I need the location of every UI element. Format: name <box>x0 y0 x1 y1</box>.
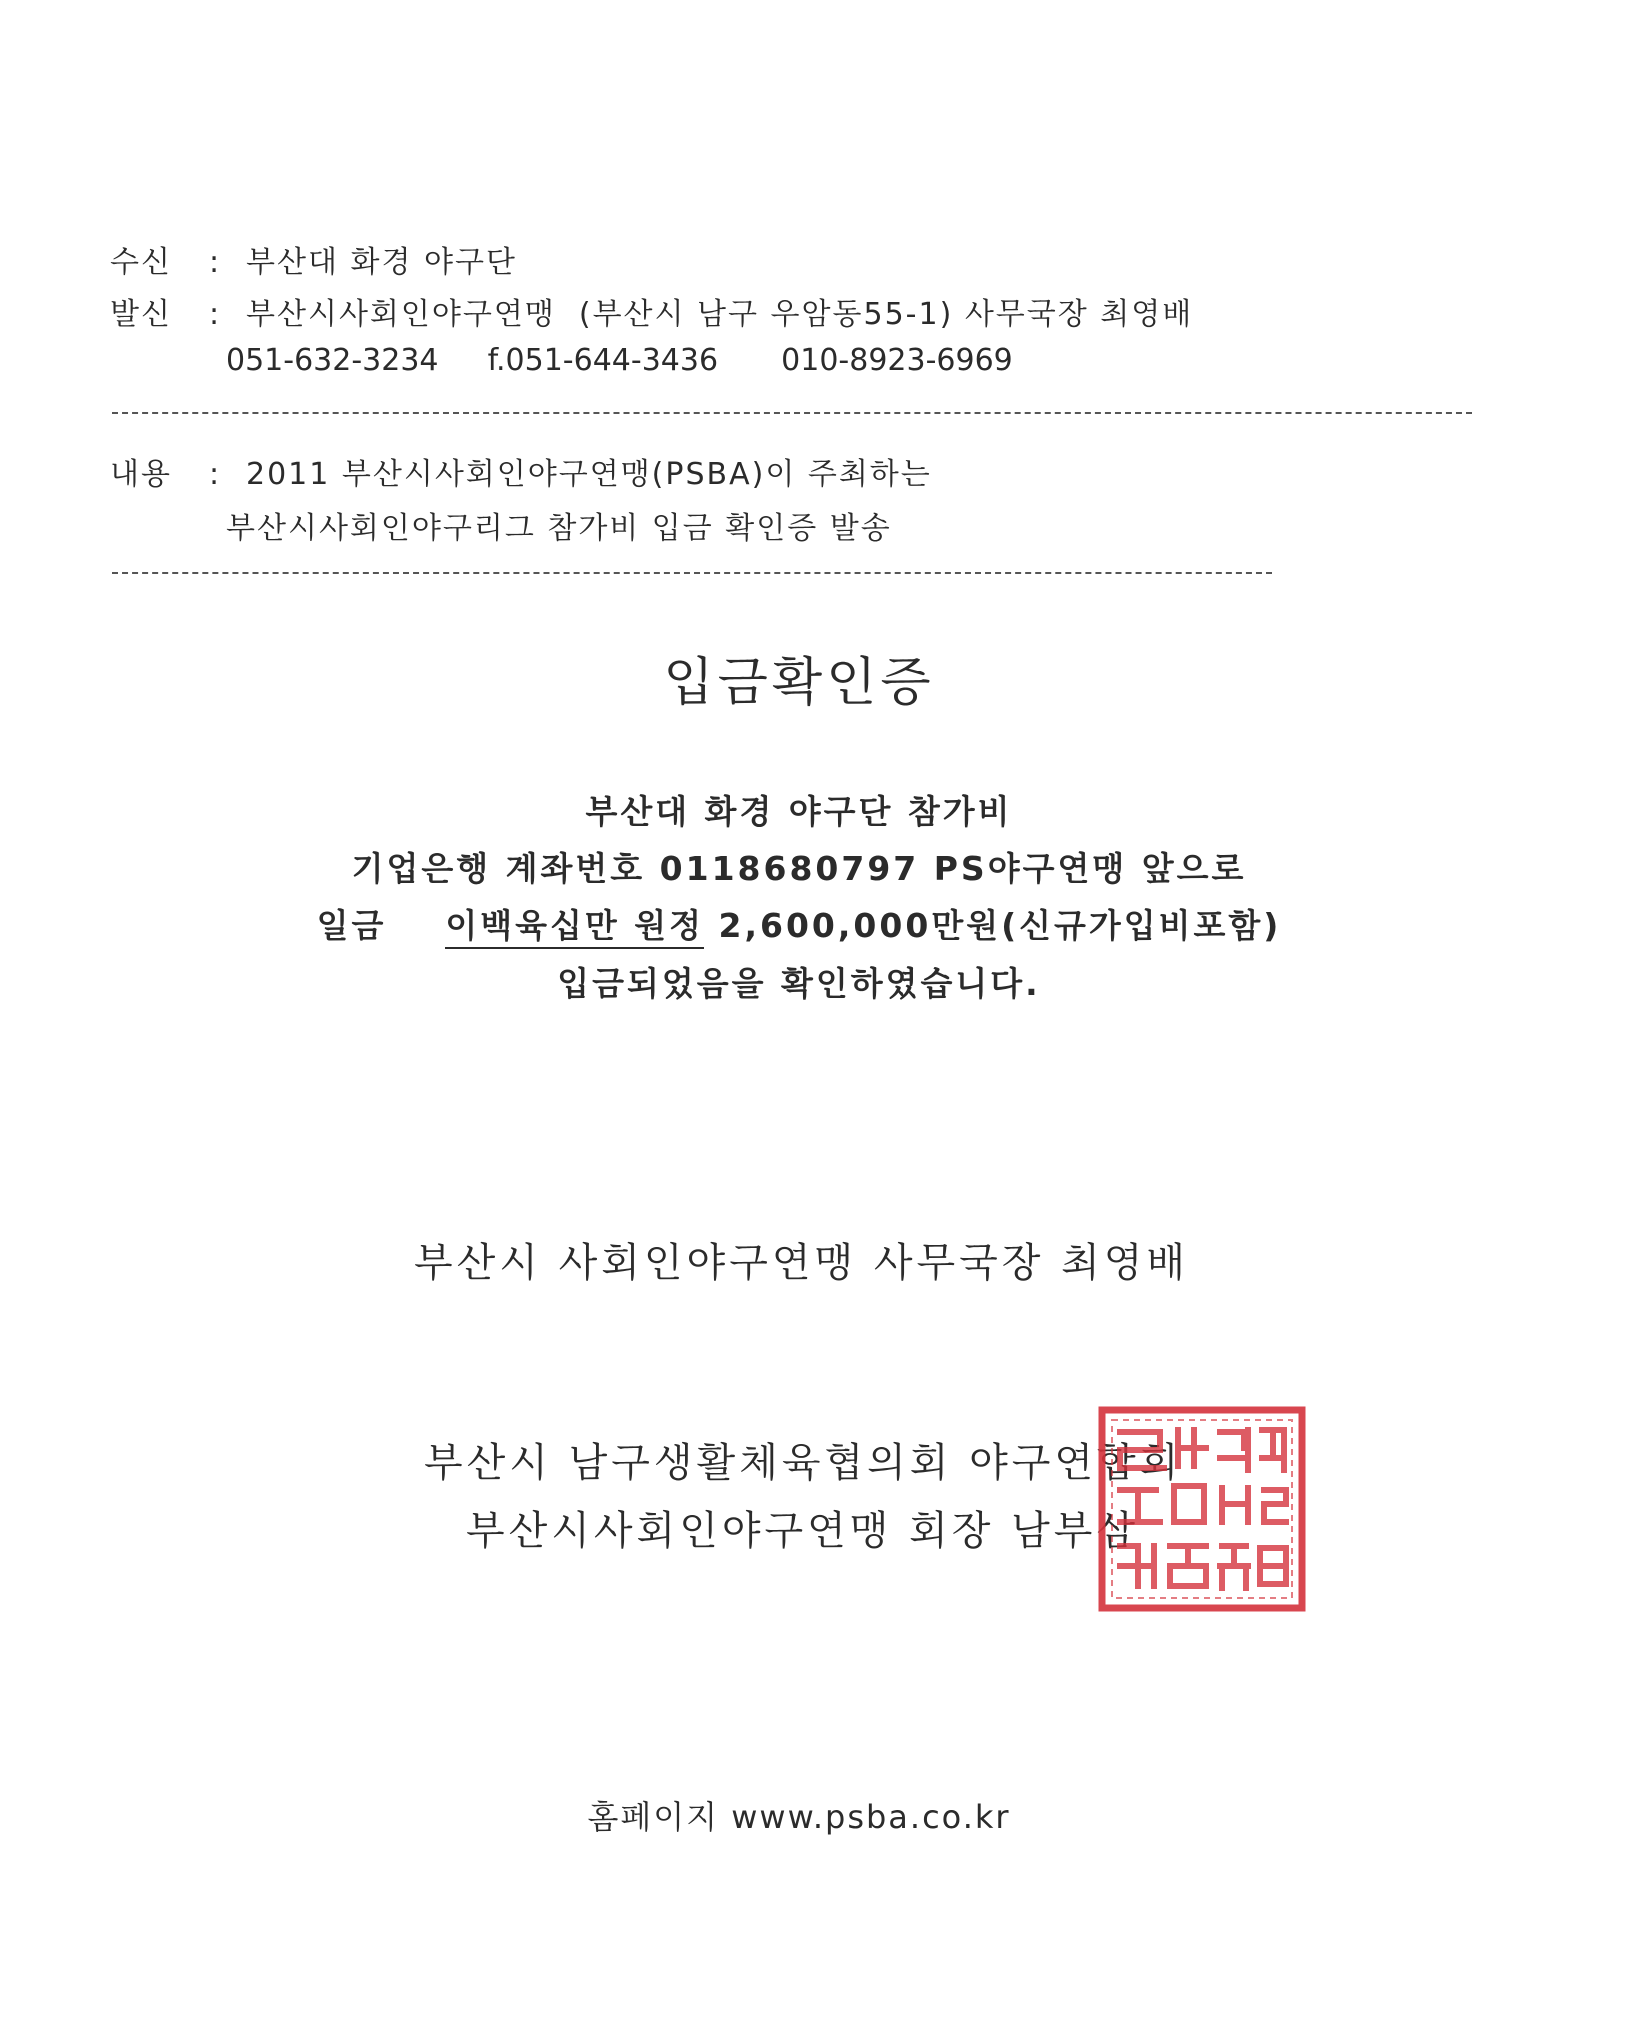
divider-bottom <box>112 572 1272 574</box>
amount-prefix: 일금 <box>316 906 387 945</box>
association-name: 부산시 남구생활체육협의회 야구연합회 <box>424 1440 1183 1486</box>
official-seal-stamp <box>1098 1406 1306 1612</box>
sender-line <box>110 289 1193 333</box>
recipient-value: 부산대 화경 야구단 <box>246 245 517 280</box>
sender-value: 부산시사회인야구연맹 (부산시 남구 우암동55-1) 사무국장 최영배 <box>246 297 1194 332</box>
fax-number: f.051-644-3436 <box>487 343 719 378</box>
body-line-2: 기업은행 계좌번호 0118680797 PS야구연맹 앞으로 <box>351 849 1247 888</box>
content-line-2 <box>226 503 892 547</box>
sender-label: 발신 <box>110 297 172 332</box>
mobile-number: 010-8923-6969 <box>781 343 1013 378</box>
body-line-4: 입금되었음을 확인하였습니다. <box>557 964 1041 1003</box>
content-label: 내용 <box>110 457 172 492</box>
amount-in-numbers: 2,600,000만원(신규가입비포함) <box>718 906 1282 945</box>
document-title: 입금확인증 <box>663 653 935 713</box>
body-line-3 <box>0 900 1598 949</box>
content-colon: : <box>208 457 222 492</box>
president-signature: 부산시사회인야구연맹 회장 남부삼 <box>466 1508 1140 1554</box>
content-text-2: 부산시사회인야구리그 참가비 입금 확인증 발송 <box>226 511 892 546</box>
recipient-colon: : <box>208 245 222 280</box>
sender-colon: : <box>208 297 222 332</box>
body-line-1: 부산대 화경 야구단 참가비 <box>585 792 1013 831</box>
divider-top <box>112 412 1472 414</box>
phone-number: 051-632-3234 <box>226 343 439 378</box>
secretary-signature: 부산시 사회인야구연맹 사무국장 최영배 <box>414 1240 1190 1286</box>
recipient-line <box>110 237 517 281</box>
content-line-1 <box>110 449 932 493</box>
contact-line <box>226 343 1013 378</box>
amount-in-words: 이백육십만 원정 <box>445 907 704 949</box>
content-text-1: 2011 부산시사회인야구연맹(PSBA)이 주최하는 <box>246 457 932 492</box>
recipient-label: 수신 <box>110 245 172 280</box>
homepage-footer: 홈페이지 www.psba.co.kr <box>587 1798 1011 1836</box>
